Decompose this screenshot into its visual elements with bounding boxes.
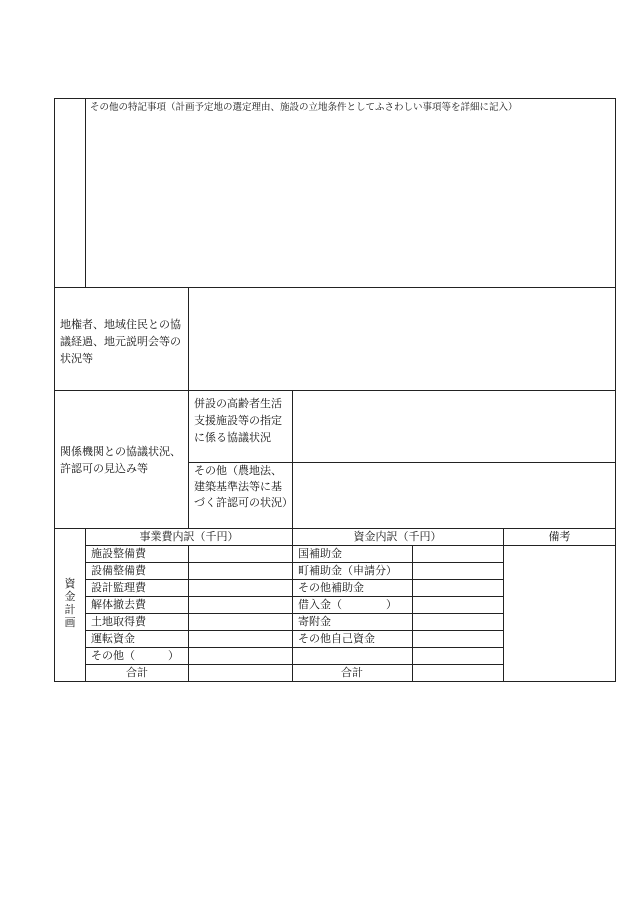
source-item: 国補助金 (298, 547, 342, 560)
funding-mid-divider (292, 528, 293, 682)
expense-total-label: 合計 (126, 666, 148, 679)
special-notes-box (54, 98, 616, 288)
agencies-sub2-label: その他（農地法、建築基準法等に基づく許認可の状況） (194, 464, 293, 509)
source-item: その他補助金 (298, 581, 364, 594)
consultation-label: 地権者、地域住民との協議経過、地元説明会等の状況等 (60, 318, 181, 365)
consultation-divider (188, 287, 189, 391)
expense-item: 解体撤去費 (91, 598, 146, 611)
source-item: 寄附金 (298, 615, 331, 628)
funding-side-label: 資金計画 (64, 577, 76, 629)
expense-item: 設備整備費 (91, 564, 146, 577)
consultation-entry-area[interactable] (190, 289, 614, 389)
agencies-sub1-entry[interactable] (294, 392, 614, 461)
source-total-label: 合計 (341, 666, 363, 679)
funding-side-divider (85, 528, 86, 682)
source-item: 借入金（ ） (298, 598, 397, 611)
special-notes-label: その他の特記事項（計画予定地の選定理由、施設の立地条件としてふさわしい事項等を詳細に記入） (90, 102, 518, 113)
source-amount-column[interactable] (413, 546, 502, 681)
expense-amount-column[interactable] (189, 546, 291, 681)
special-notes-margin-line (85, 98, 86, 288)
agencies-sub2-entry[interactable] (294, 464, 614, 528)
expense-header: 事業費内訳（千円） (139, 530, 239, 543)
remarks-column[interactable] (504, 546, 615, 681)
agencies-sub1-label: 併設の高齢者生活支援施設等の指定に係る協議状況 (194, 397, 282, 444)
expense-item: 土地取得費 (91, 615, 146, 628)
remarks-header: 備考 (548, 530, 571, 543)
source-item: 町補助金（申請分） (298, 564, 397, 577)
expense-item: 設計監理費 (91, 581, 146, 594)
expense-item: その他（ ） (91, 649, 179, 662)
expense-item: 運転資金 (91, 632, 135, 645)
agencies-divider-1 (188, 390, 189, 529)
expense-item: 施設整備費 (91, 547, 146, 560)
agencies-label: 関係機関との協議状況、許認可の見込み等 (60, 445, 181, 475)
source-item: その他自己資金 (298, 632, 375, 645)
source-header: 資金内訳（千円） (353, 530, 442, 543)
